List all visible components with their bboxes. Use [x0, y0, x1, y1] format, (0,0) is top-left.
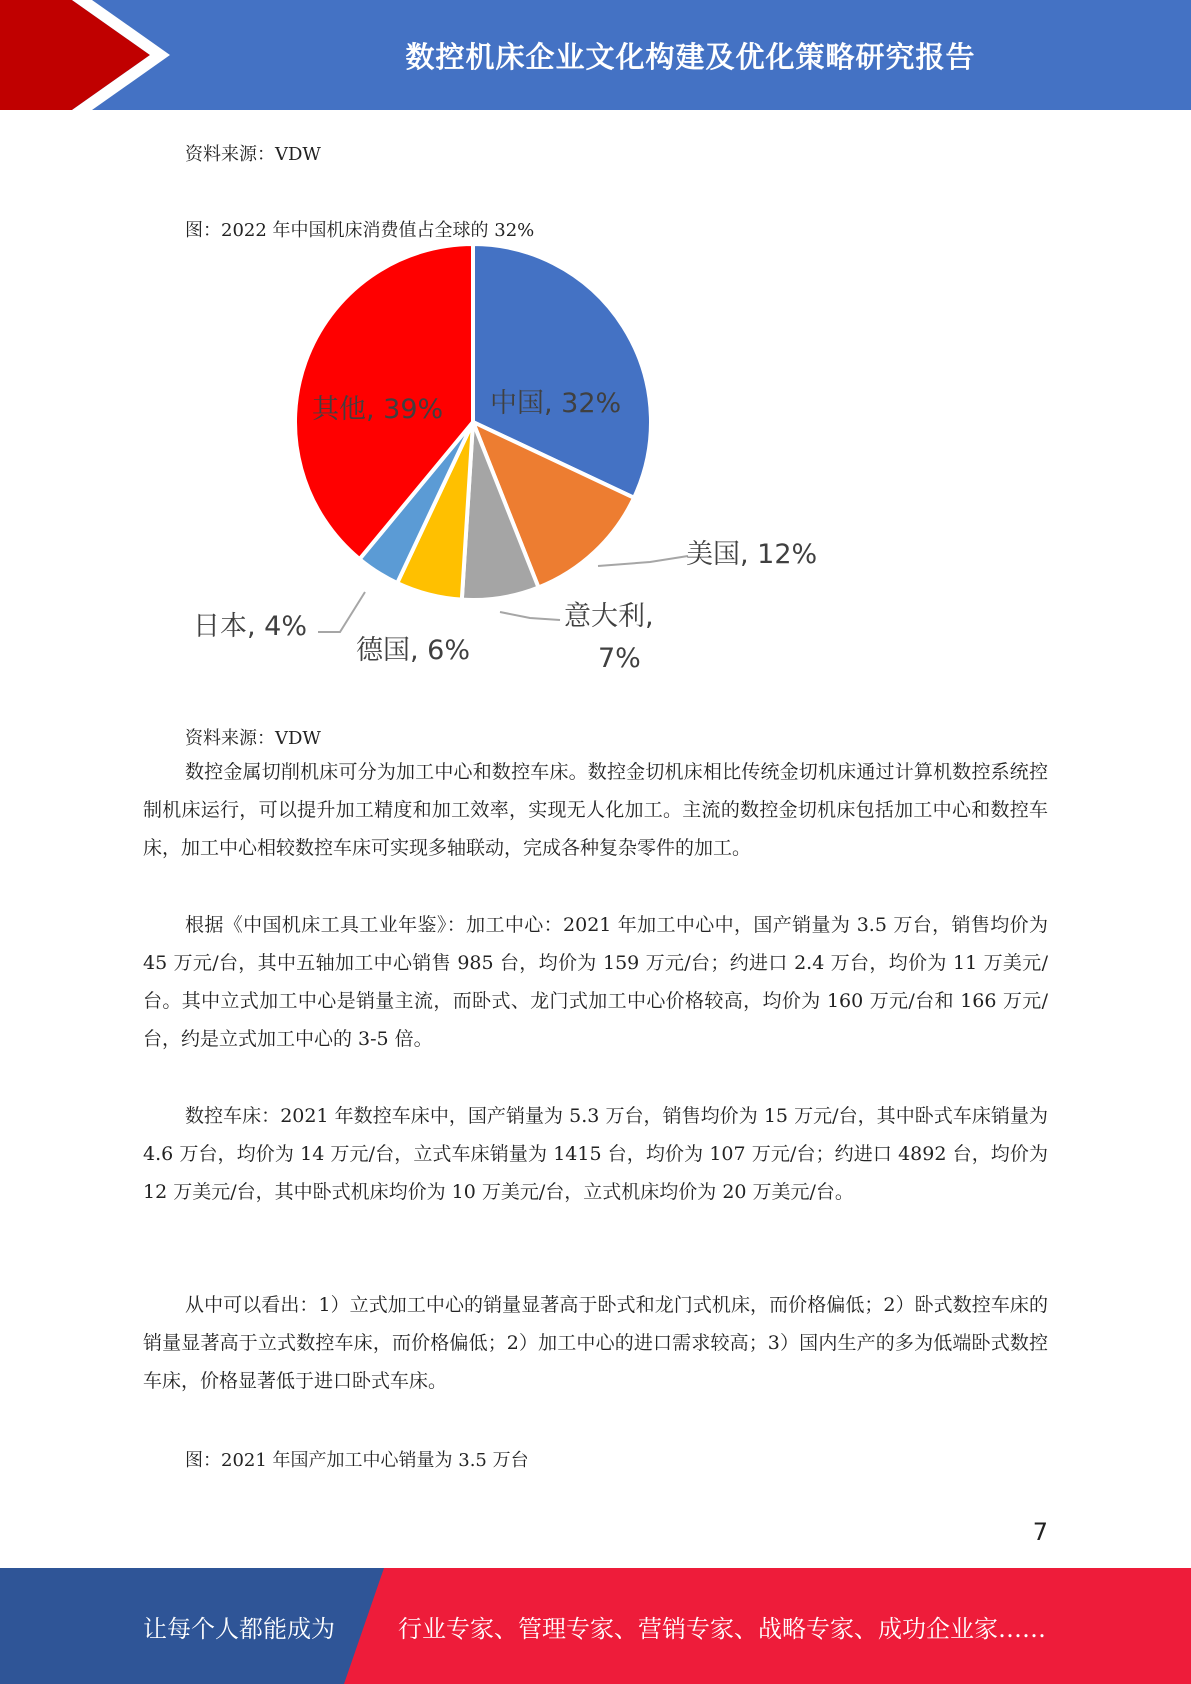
paragraph-cnc-lathe: 数控车床：2021 年数控车床中，国产销量为 5.3 万台，销售均价为 15 万元/台，其中卧式车床销量为 4.6 万台，均价为 14 万元/台，立式车床销量为 1415 台，均价为 107 万元/台；约进口 4892 台，均价为 12 万美元/台，其中卧式机床均价为 10 万美元/台，立式机床均价为 20 万美元/台。	[143, 1105, 1048, 1203]
slice-label-germany: 德国, 6%	[356, 635, 470, 666]
slice-label-china: 中国, 32%	[490, 388, 622, 419]
leader-line-italy	[500, 612, 560, 620]
page-number: 7	[1032, 1518, 1048, 1546]
leader-line-japan	[318, 592, 365, 632]
paragraph-machining-center: 根据《中国机床工具工业年鉴》：加工中心：2021 年加工中心中，国产销量为 3.5 万台，销售均价为 45 万元/台，其中五轴加工中心销售 985 台，均价为 159 万元/台；约进口 2.4 万台，均价为 11 万美元/台。其中立式加工中心是销量主流，而卧式、龙门式加工中心价格较高，均价为 160 万元/台和 166 万元/台，约是立式加工中心的 3-5 倍。	[143, 914, 1048, 1050]
figure-caption-pie: 图：2022 年中国机床消费值占全球的 32%	[185, 220, 535, 241]
paragraph-conclusions: 从中可以看出：1）立式加工中心的销量显著高于卧式和龙门式机床，而价格偏低；2）卧式数控车床的销量显著高于立式数控车床，而价格偏低；2）加工中心的进口需求较高；3）国内生产的多为低端卧式数控车床，价格显著低于进口卧式车床。	[143, 1294, 1048, 1392]
slice-label-other: 其他, 39%	[312, 394, 444, 425]
leader-line-usa	[598, 556, 688, 566]
source-note-top: 资料来源：VDW	[185, 144, 321, 165]
footer-slogan-left: 让每个人都能成为	[143, 1614, 335, 1643]
report-title: 数控机床企业文化构建及优化策略研究报告	[405, 39, 976, 74]
footer-slogan-right: 行业专家、管理专家、营销专家、战略专家、成功企业家……	[398, 1614, 1046, 1643]
pie-chart	[0, 0, 1191, 700]
slice-label-italy-name: 意大利,	[564, 601, 654, 632]
slice-label-italy-value: 7%	[598, 643, 641, 674]
source-note-bottom: 资料来源：VDW	[185, 728, 321, 749]
page-footer	[0, 1568, 1191, 1684]
figure-caption-sales: 图：2021 年国产加工中心销量为 3.5 万台	[185, 1450, 529, 1471]
paragraph-cnc-overview: 数控金属切削机床可分为加工中心和数控车床。数控金切机床相比传统金切机床通过计算机数控系统控制机床运行，可以提升加工精度和加工效率，实现无人化加工。主流的数控金切机床包括加工中心和数控车床，加工中心相较数控车床可实现多轴联动，完成各种复杂零件的加工。	[143, 761, 1048, 859]
slice-label-usa: 美国, 12%	[686, 539, 818, 570]
slice-label-japan: 日本, 4%	[193, 611, 307, 642]
